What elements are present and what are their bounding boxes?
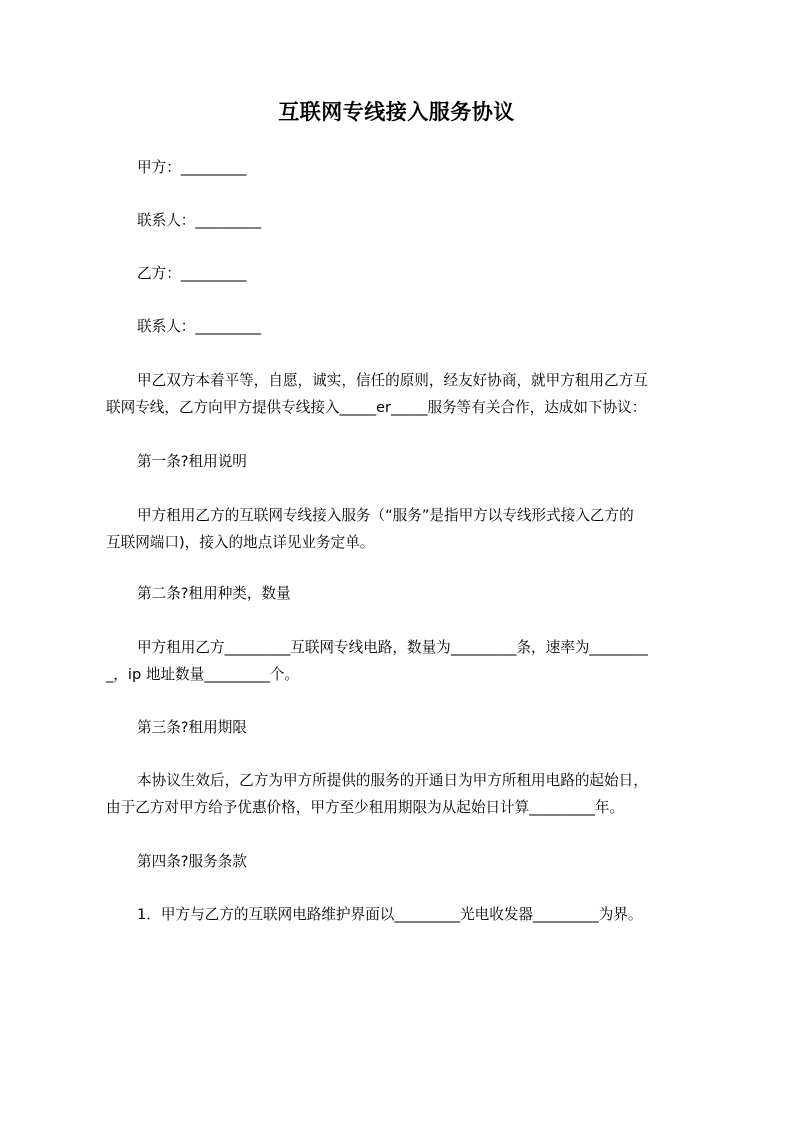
article-4-item-1: 1．甲方与乙方的互联网电路维护界面以_________光电收发器_________为界。: [137, 906, 643, 923]
article-4-heading: 第四条?服务条款: [137, 853, 247, 870]
contact-a-line: 联系人：_________: [137, 212, 262, 229]
article-1-line-1: 甲方租用乙方的互联网专线接入服务（“服务”是指甲方以专线形式接入乙方的: [137, 507, 634, 524]
article-2-line-1: 甲方租用乙方_________互联网专线电路，数量为_________条，速率为________: [137, 639, 648, 656]
document-title: 互联网专线接入服务协议: [278, 100, 515, 124]
party-b-line: 乙方：_________: [137, 265, 247, 282]
article-3-heading: 第三条?租用期限: [137, 719, 247, 736]
article-2-line-2: _，ip 地址数量_________个。: [106, 666, 300, 683]
intro-paragraph-line-1: 甲乙双方本着平等，自愿，诚实，信任的原则，经友好协商，就甲方租用乙方互: [137, 372, 648, 389]
article-1-line-2: 互联网端口)，接入的地点详见业务定单。: [106, 534, 375, 551]
contact-b-line: 联系人：_________: [137, 318, 262, 335]
article-3-line-1: 本协议生效后，乙方为甲方所提供的服务的开通日为甲方所租用电路的起始日，: [137, 772, 648, 789]
article-1-heading: 第一条?租用说明: [137, 453, 247, 470]
intro-paragraph-line-2: 联网专线，乙方向甲方提供专线接入_____er_____服务等有关合作，达成如下协议：: [106, 399, 647, 416]
party-a-line: 甲方：_________: [137, 159, 247, 176]
article-3-line-2: 由于乙方对甲方给予优惠价格，甲方至少租用期限为从起始日计算_________年。: [106, 799, 625, 816]
article-2-heading: 第二条?租用种类，数量: [137, 585, 291, 602]
